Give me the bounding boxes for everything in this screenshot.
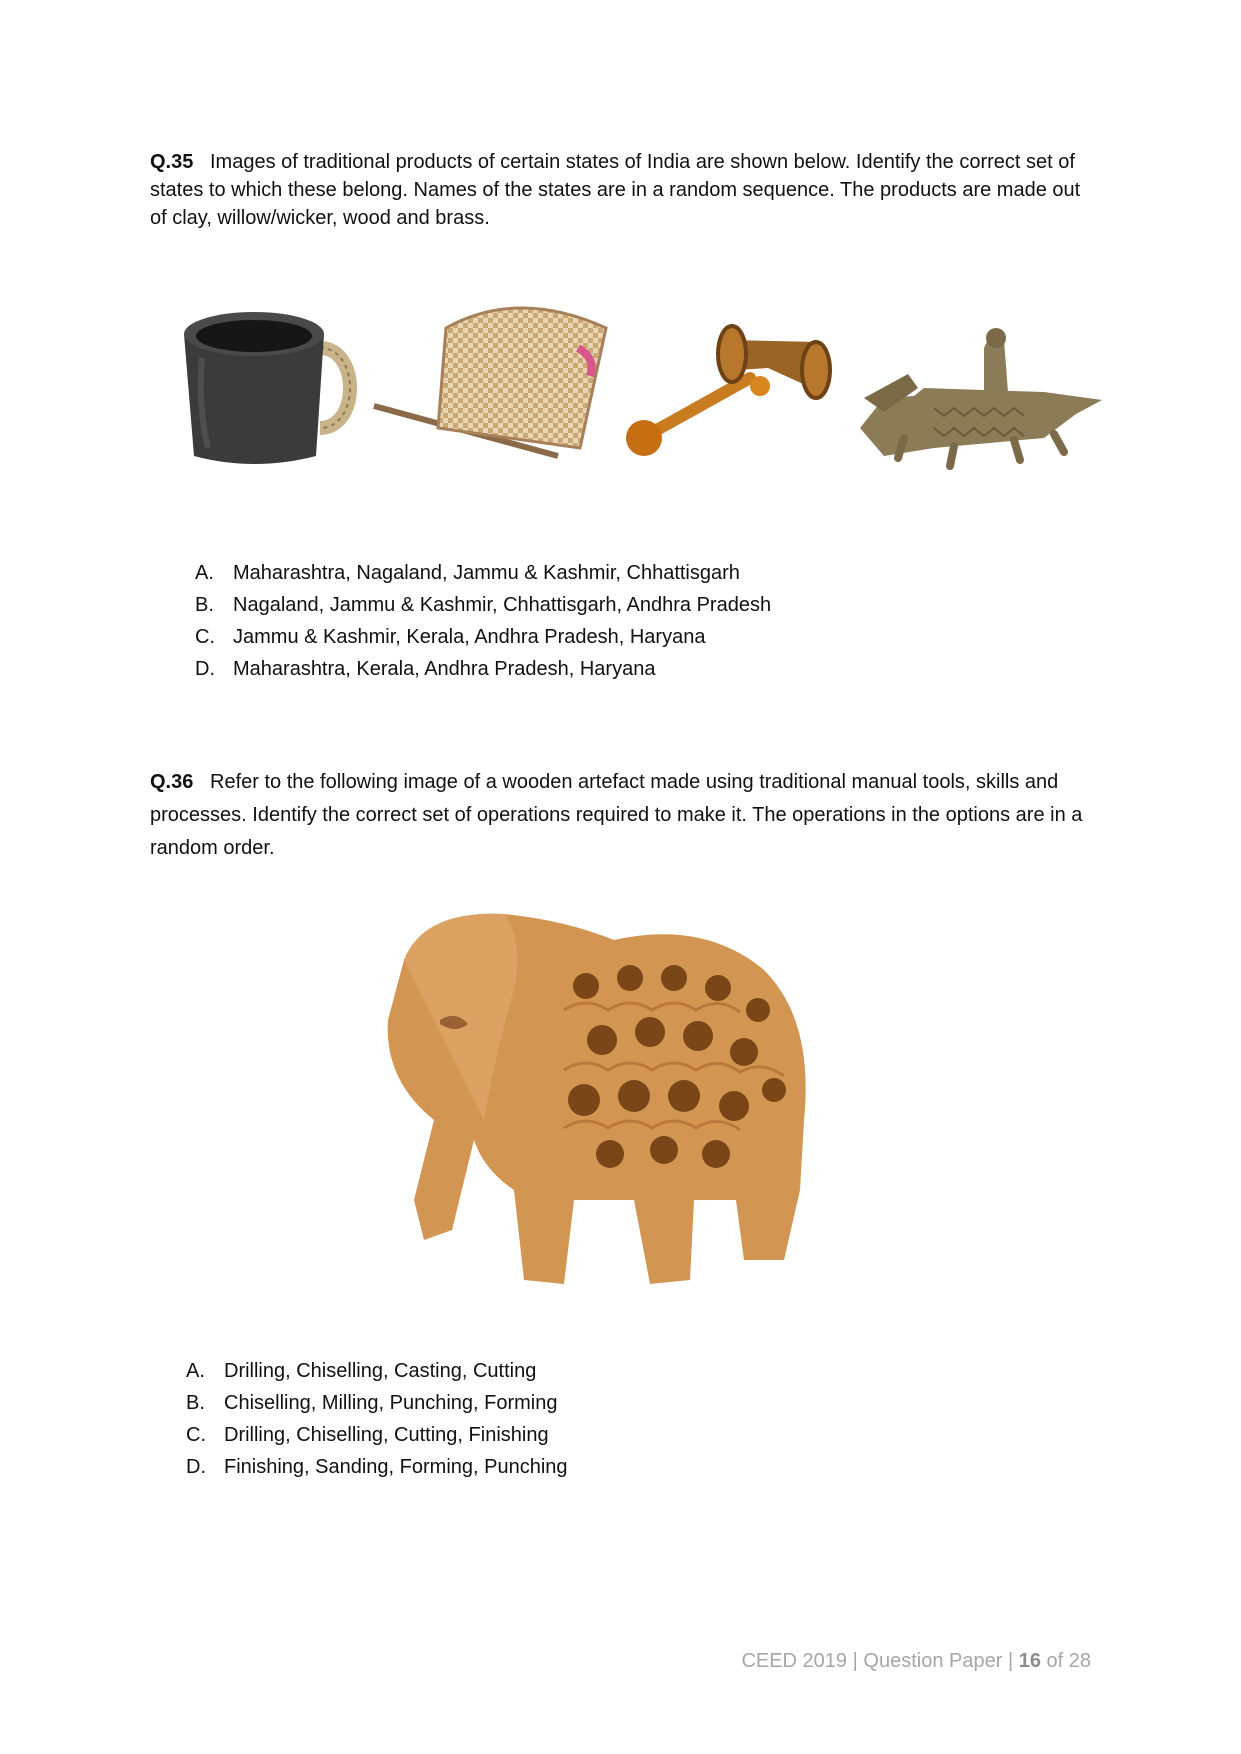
option-c[interactable]: C. Drilling, Chiselling, Cutting, Finishing: [186, 1424, 549, 1446]
question-36: [150, 766, 1090, 865]
question-text: Images of traditional products of certain states of India are shown below. Identify the correct set of states to which these belong. Names of the states are in a random sequence. The products are made out of clay, willow/wicker, wood and brass.: [150, 151, 1081, 229]
option-d[interactable]: D. Finishing, Sanding, Forming, Punching: [186, 1456, 568, 1478]
footer-separator: |: [1007, 1650, 1014, 1672]
option-c[interactable]: C. Jammu & Kashmir, Kerala, Andhra Pradesh, Haryana: [195, 626, 706, 648]
question-number: Q.36: [150, 771, 194, 793]
question-35-options: [195, 562, 771, 690]
question-35: [150, 148, 1090, 232]
question-number: Q.35: [150, 151, 194, 173]
option-d[interactable]: D. Maharashtra, Kerala, Andhra Pradesh, Haryana: [195, 658, 656, 680]
footer-page-total: of 28: [1046, 1650, 1091, 1672]
footer-doc-title: Question Paper: [863, 1650, 1003, 1672]
product-images-strip: [178, 288, 1122, 478]
wicker-fan-image: [368, 288, 618, 478]
option-b[interactable]: B. Nagaland, Jammu & Kashmir, Chhattisgarh, Andhra Pradesh: [195, 594, 772, 616]
page-footer: [741, 1650, 1091, 1673]
footer-exam: CEED 2019: [741, 1650, 848, 1672]
brass-crocodile-figurine-image: [844, 288, 1122, 478]
question-text: Refer to the following image of a wooden artefact made using traditional manual tools, skills and processes. Identify the correct set of operations required to make it. The operations in the options are in a random order.: [150, 771, 1083, 859]
black-clay-mug-image: [178, 288, 368, 478]
option-b[interactable]: B. Chiselling, Milling, Punching, Forming: [186, 1392, 558, 1414]
option-a[interactable]: A. Maharashtra, Nagaland, Jammu & Kashmir, Chhattisgarh: [195, 562, 740, 584]
wooden-mallet-drum-image: [618, 288, 844, 478]
option-a[interactable]: A. Drilling, Chiselling, Casting, Cutting: [186, 1360, 537, 1382]
carved-wooden-elephant-image: [364, 900, 824, 1310]
question-36-options: [186, 1360, 568, 1488]
footer-separator: |: [852, 1650, 858, 1672]
footer-page-number: 16: [1018, 1650, 1041, 1672]
